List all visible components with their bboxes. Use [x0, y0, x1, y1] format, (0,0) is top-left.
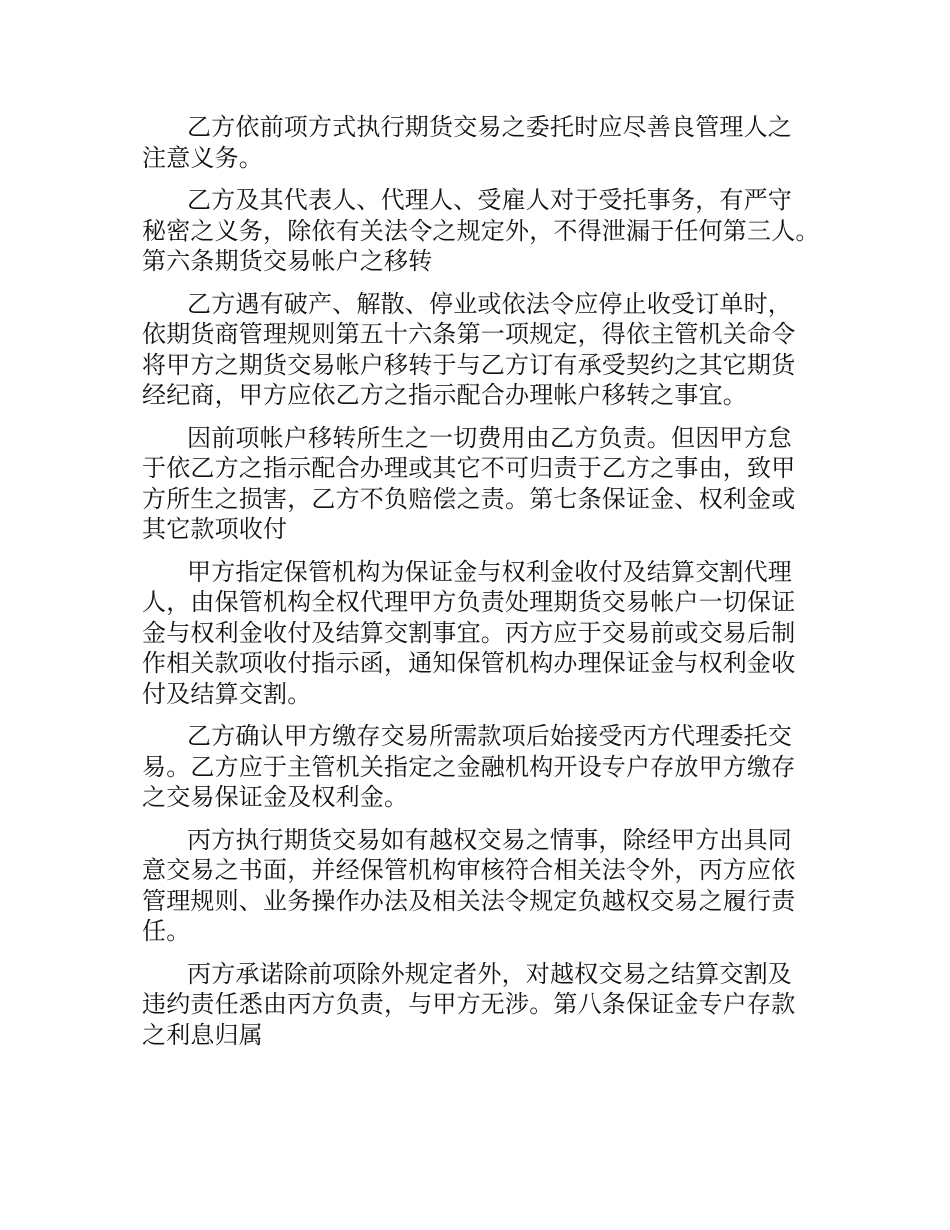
paragraph-2: [142, 185, 822, 277]
text-line: 之交易保证金及权利金。: [142, 783, 409, 811]
section-heading-article-6: 第六条期货交易帐户之移转: [142, 247, 433, 275]
text-line: 注意义务。: [142, 143, 263, 172]
text-line: 方所生之损害，乙方不负赔偿之责。第七条保证金、权利金或: [142, 484, 796, 513]
text-line: 违约责任悉由丙方负责，与甲方无涉。第八条保证金专户存款: [142, 990, 796, 1018]
text-line: 丙方执行期货交易如有越权交易之情事，除经甲方出具同: [187, 825, 792, 854]
text-line: 人，由保管机构全权代理甲方负责处理期货交易帐户一切保证: [142, 588, 796, 616]
text-line: 于依乙方之指示配合办理或其它不可归责于乙方之事由，致甲: [142, 454, 796, 482]
text-line: 因前项帐户移转所生之一切费用由乙方负责。但因甲方怠: [187, 423, 792, 452]
text-line: 乙方遇有破产、解散、停业或依法令应停止收受订单时，: [187, 289, 792, 318]
text-line: 管理规则、业务操作办法及相关法令规定负越权交易之履行责: [142, 886, 796, 915]
text-line: 乙方依前项方式执行期货交易之委托时应尽善良管理人之: [187, 113, 792, 141]
text-line: 秘密之义务，除依有关法令之规定外，不得泄漏于任何第三人。: [142, 216, 820, 245]
text-line: 经纪商，甲方应依乙方之指示配合办理帐户移转之事宜。: [142, 381, 747, 409]
text-line: 作相关款项收付指示函，通知保管机构办理保证金与权利金收: [142, 649, 796, 677]
text-line: 甲方指定保管机构为保证金与权利金收付及结算交割代理: [187, 557, 792, 586]
text-line: 其它款项收付: [142, 515, 288, 543]
text-line: 付及结算交割。: [142, 679, 312, 708]
text-line: 任。: [142, 917, 191, 945]
paragraph-5: [142, 557, 822, 710]
text-line: 金与权利金收付及结算交割事宜。丙方应于交易前或交易后制: [142, 618, 796, 647]
text-line: 丙方承诺除前项除外规定者外，对越权交易之结算交割及: [187, 959, 792, 988]
paragraph-8: [142, 959, 822, 1051]
text-line: 依期货商管理规则第五十六条第一项规定，得依主管机关命令: [142, 320, 796, 348]
paragraph-3: [142, 289, 822, 411]
text-line: 易。乙方应于主管机关指定之金融机构开设专户存放甲方缴存: [142, 752, 796, 781]
text-line: 将甲方之期货交易帐户移转于与乙方订有承受契约之其它期货: [142, 350, 796, 379]
text-line: 乙方及其代表人、代理人、受雇人对于受托事务，有严守: [187, 186, 792, 214]
text-line: 意交易之书面，并经保管机构审核符合相关法令外，丙方应依: [142, 856, 796, 884]
text-line: 乙方确认甲方缴存交易所需款项后始接受丙方代理委托交: [187, 722, 792, 750]
paragraph-7: [142, 825, 822, 947]
paragraph-6: [142, 721, 822, 813]
paragraph-1: [142, 112, 822, 173]
paragraph-4: [142, 423, 822, 545]
document-body: [142, 112, 822, 1062]
text-line: 之利息归属: [142, 1020, 263, 1049]
